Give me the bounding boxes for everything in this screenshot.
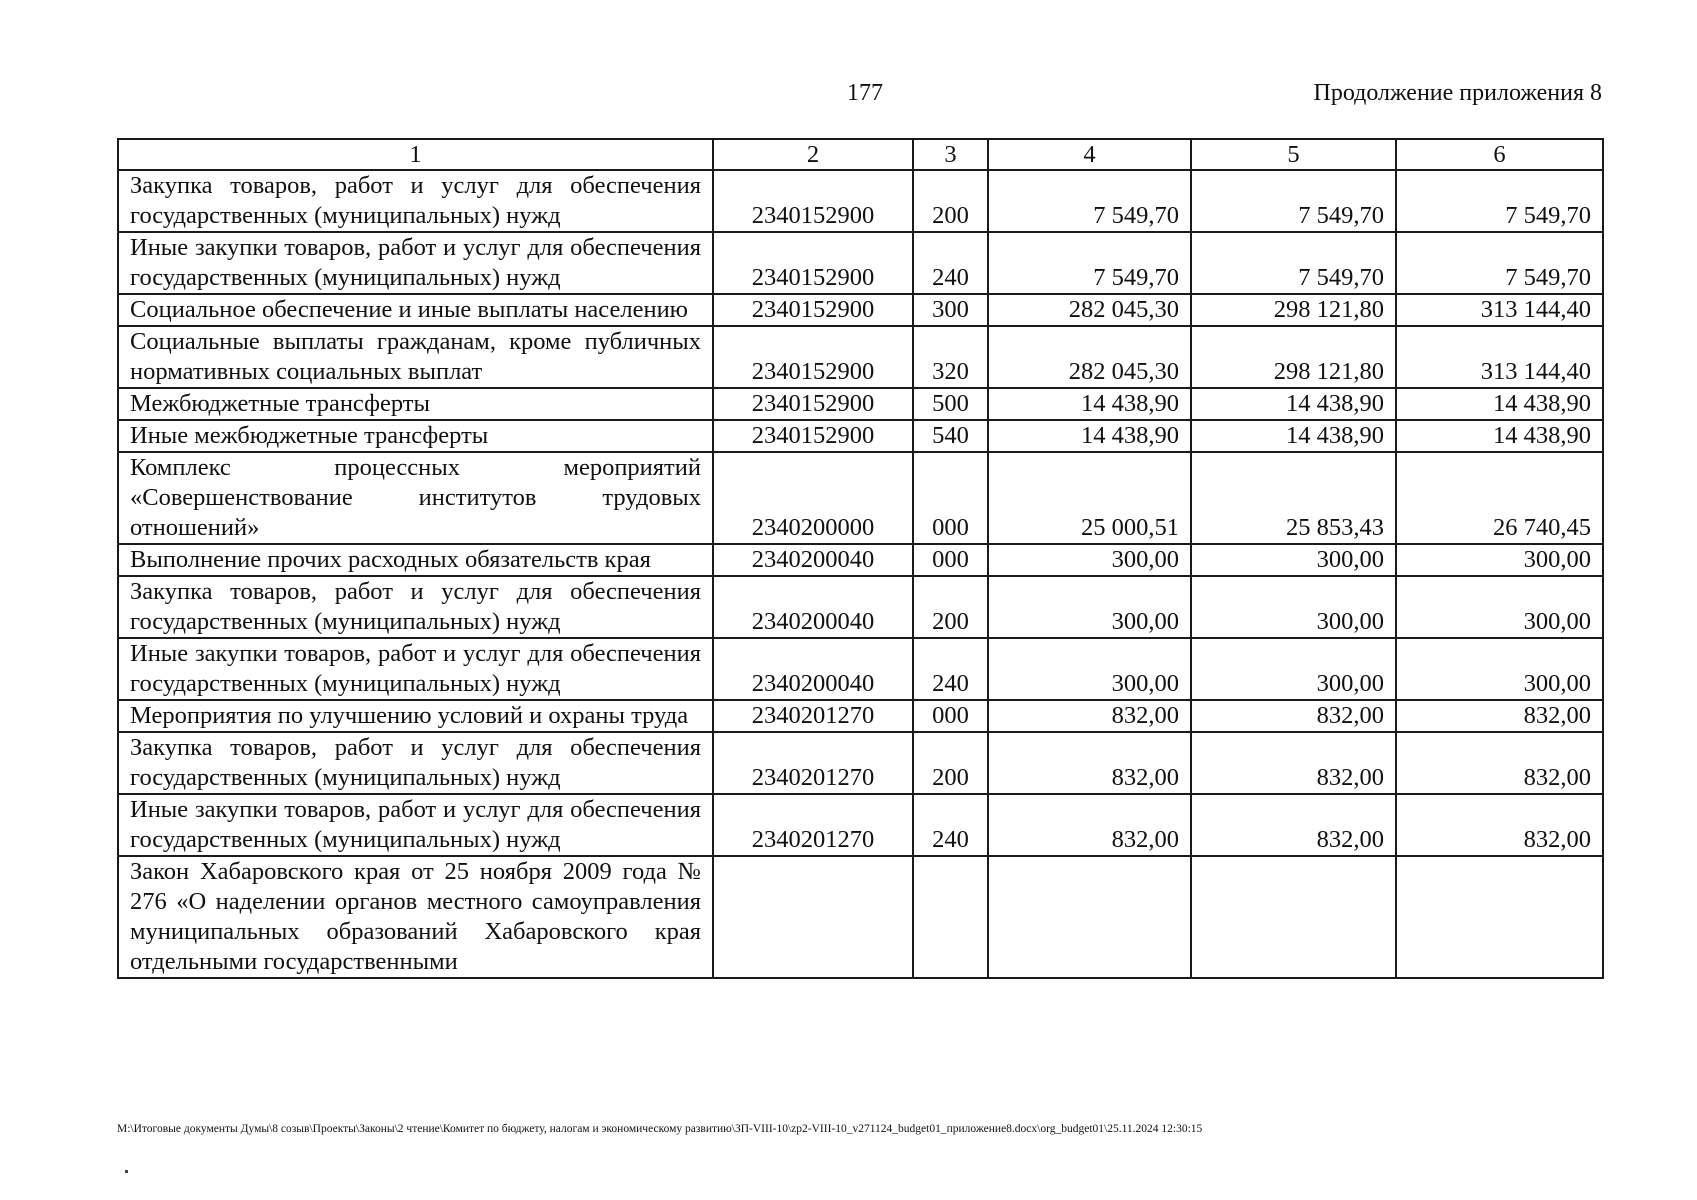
amount-year2-cell: 832,00 [1191,794,1396,856]
amount-year1-cell: 832,00 [988,700,1191,732]
expense-group-cell: 000 [913,452,988,544]
amount-year3-cell: 313 144,40 [1396,294,1603,326]
row-name-cell: Закупка товаров, работ и услуг для обеспечения государственных (муниципальных) нужд [118,170,713,232]
amount-year2-cell: 832,00 [1191,700,1396,732]
amount-year1-cell: 7 549,70 [988,232,1191,294]
row-name-cell: Межбюджетные трансферты [118,388,713,420]
table-row [118,452,1603,544]
expense-group-cell [913,856,988,978]
expense-group-cell: 240 [913,232,988,294]
amount-year3-cell: 7 549,70 [1396,232,1603,294]
amount-year2-cell: 300,00 [1191,638,1396,700]
table-row [118,544,1603,576]
column-number-row [118,139,1603,170]
expense-group-cell: 320 [913,326,988,388]
budget-table [117,138,1604,979]
amount-year1-cell: 25 000,51 [988,452,1191,544]
amount-year2-cell [1191,856,1396,978]
amount-year1-cell: 282 045,30 [988,326,1191,388]
amount-year3-cell: 832,00 [1396,732,1603,794]
amount-year3-cell: 300,00 [1396,576,1603,638]
table-row [118,700,1603,732]
amount-year3-cell: 7 549,70 [1396,170,1603,232]
table-row [118,856,1603,978]
target-article-code-cell: 2340201270 [713,700,913,732]
row-name-cell: Иные закупки товаров, работ и услуг для обеспечения государственных (муниципальных) нужд [118,794,713,856]
amount-year2-cell: 298 121,80 [1191,294,1396,326]
amount-year1-cell [988,856,1191,978]
amount-year1-cell: 832,00 [988,794,1191,856]
row-name-cell: Закупка товаров, работ и услуг для обеспечения государственных (муниципальных) нужд [118,732,713,794]
table-row [118,232,1603,294]
column-header: 1 [118,139,713,170]
target-article-code-cell: 2340152900 [713,420,913,452]
expense-group-cell: 000 [913,700,988,732]
amount-year2-cell: 300,00 [1191,544,1396,576]
column-header: 5 [1191,139,1396,170]
amount-year3-cell: 832,00 [1396,700,1603,732]
column-header: 6 [1396,139,1603,170]
expense-group-cell: 240 [913,638,988,700]
table-row [118,326,1603,388]
page-number: 177 [847,80,883,106]
row-name-cell: Иные закупки товаров, работ и услуг для обеспечения государственных (муниципальных) нужд [118,638,713,700]
target-article-code-cell: 2340200040 [713,638,913,700]
target-article-code-cell: 2340152900 [713,388,913,420]
amount-year3-cell: 300,00 [1396,544,1603,576]
column-header: 4 [988,139,1191,170]
amount-year2-cell: 7 549,70 [1191,232,1396,294]
amount-year1-cell: 832,00 [988,732,1191,794]
amount-year1-cell: 14 438,90 [988,420,1191,452]
target-article-code-cell: 2340200040 [713,576,913,638]
amount-year1-cell: 14 438,90 [988,388,1191,420]
target-article-code-cell: 2340152900 [713,294,913,326]
column-header: 2 [713,139,913,170]
file-path-footer: M:\Итоговые документы Думы\8 созыв\Проекты\Законы\2 чтение\Комитет по бюджету, налогам и экономическому развитию\ЗП-VIII-10\zp2-VIII-10_v271124_budget01_приложение8.docx\org_budget01\25.11.2024 12:30:15 [117,1123,1203,1135]
amount-year3-cell: 14 438,90 [1396,388,1603,420]
table-row [118,638,1603,700]
column-header: 3 [913,139,988,170]
amount-year3-cell: 313 144,40 [1396,326,1603,388]
expense-group-cell: 300 [913,294,988,326]
amount-year3-cell: 26 740,45 [1396,452,1603,544]
amount-year2-cell: 14 438,90 [1191,388,1396,420]
amount-year2-cell: 298 121,80 [1191,326,1396,388]
amount-year2-cell: 14 438,90 [1191,420,1396,452]
row-name-cell: Закупка товаров, работ и услуг для обеспечения государственных (муниципальных) нужд [118,576,713,638]
expense-group-cell: 200 [913,170,988,232]
row-name-cell: Иные закупки товаров, работ и услуг для обеспечения государственных (муниципальных) нужд [118,232,713,294]
table-row [118,420,1603,452]
amount-year3-cell: 300,00 [1396,638,1603,700]
appendix-continuation-label: Продолжение приложения 8 [1313,80,1602,106]
table-row [118,794,1603,856]
expense-group-cell: 500 [913,388,988,420]
table-row [118,388,1603,420]
target-article-code-cell: 2340200000 [713,452,913,544]
table-row [118,576,1603,638]
amount-year1-cell: 300,00 [988,576,1191,638]
amount-year2-cell: 25 853,43 [1191,452,1396,544]
scan-speck [125,1170,128,1173]
expense-group-cell: 540 [913,420,988,452]
row-name-cell: Закон Хабаровского края от 25 ноября 2009 года № 276 «О наделении органов местного самоуправления муниципальных образований Хабаровского края отдельными государственными [118,856,713,978]
row-name-cell: Иные межбюджетные трансферты [118,420,713,452]
amount-year2-cell: 832,00 [1191,732,1396,794]
amount-year3-cell [1396,856,1603,978]
expense-group-cell: 240 [913,794,988,856]
table-row [118,170,1603,232]
row-name-cell: Выполнение прочих расходных обязательств края [118,544,713,576]
amount-year2-cell: 300,00 [1191,576,1396,638]
target-article-code-cell: 2340201270 [713,794,913,856]
amount-year1-cell: 282 045,30 [988,294,1191,326]
target-article-code-cell: 2340152900 [713,232,913,294]
expense-group-cell: 200 [913,576,988,638]
table-row [118,732,1603,794]
expense-group-cell: 000 [913,544,988,576]
amount-year1-cell: 7 549,70 [988,170,1191,232]
row-name-cell: Социальные выплаты гражданам, кроме публичных нормативных социальных выплат [118,326,713,388]
amount-year2-cell: 7 549,70 [1191,170,1396,232]
amount-year3-cell: 14 438,90 [1396,420,1603,452]
amount-year1-cell: 300,00 [988,544,1191,576]
amount-year1-cell: 300,00 [988,638,1191,700]
target-article-code-cell: 2340200040 [713,544,913,576]
table-row [118,294,1603,326]
target-article-code-cell: 2340201270 [713,732,913,794]
target-article-code-cell [713,856,913,978]
row-name-cell: Комплекс процессных мероприятий «Совершенствование институтов трудовых отношений» [118,452,713,544]
target-article-code-cell: 2340152900 [713,170,913,232]
target-article-code-cell: 2340152900 [713,326,913,388]
table-body [118,170,1603,978]
amount-year3-cell: 832,00 [1396,794,1603,856]
row-name-cell: Мероприятия по улучшению условий и охраны труда [118,700,713,732]
row-name-cell: Социальное обеспечение и иные выплаты населению [118,294,713,326]
expense-group-cell: 200 [913,732,988,794]
